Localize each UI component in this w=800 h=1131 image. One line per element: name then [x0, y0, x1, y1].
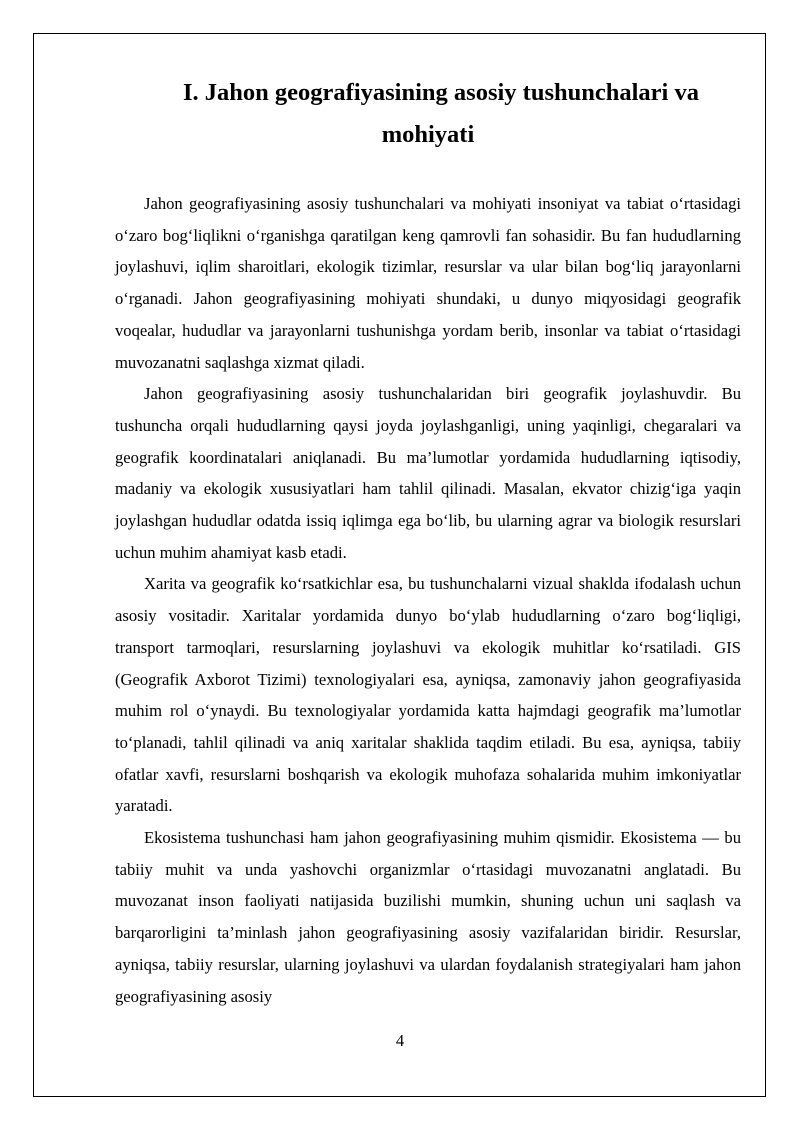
section-heading — [115, 72, 741, 156]
body-text — [115, 188, 741, 1012]
paragraph-4: Ekosistema tushunchasi ham jahon geografiyasining muhim qismidir. Ekosistema — bu tabiiy muhit va unda yashovchi organizmlar o‘rtasidagi muvozanatni anglatadi. Bu muvozanat inson faoliyati natijasida buzilishi mumkin, shuning uchun uni saqlash va barqarorligini ta’minlash jahon geografiyasining asosiy vazifalaridan biridir. Resurslar, ayniqsa, tabiiy resurslar, ularning joylashuvi va ulardan foydalanish strategiyalari ham jahon geografiyasining asosiy — [115, 828, 741, 1006]
heading-line-1: I. Jahon geografiyasining asosiy tushunchalari va — [183, 79, 699, 106]
paragraph-3: Xarita va geografik ko‘rsatkichlar esa, bu tushunchalarni vizual shaklda ifodalash uchun asosiy vositadir. Xaritalar yordamida dunyo bo‘ylab hududlarning o‘zaro bog‘liqligi, transport tarmoqlari, resurslarning joylashuvi va ekologik muhitlar ko‘rsatiladi. GIS (Geografik Axborot Tizimi) texnologiyalari esa, ayniqsa, zamonaviy jahon geografiyasida muhim rol o‘ynaydi. Bu texnologiyalar yordamida katta hajmdagi geografik ma’lumotlar to‘planadi, tahlil qilinadi va aniq xaritalar shaklida taqdim etiladi. Bu esa, ayniqsa, tabiiy ofatlar xavfi, resurslarni boshqarish va ekologik muhofaza sohalarida muhim imkoniyatlar yaratadi. — [115, 574, 741, 816]
paragraph-1: Jahon geografiyasining asosiy tushunchalari va mohiyati insoniyat va tabiat o‘rtasidagi o‘zaro bog‘liqlikni o‘rganishga qaratilgan keng qamrovli fan sohasidir. Bu fan hududlarning joylashuvi, iqlim sharoitlari, ekologik tizimlar, resurslar va ular bilan bog‘liq jarayonlarni o‘rganadi. Jahon geografiyasining mohiyati shundaki, u dunyo miqyosidagi geografik voqealar, hududlar va jarayonlarni tushunishga yordam berib, insonlar va tabiat o‘rtasidagi muvozanatni saqlashga xizmat qiladi. — [115, 194, 741, 372]
paragraph-2: Jahon geografiyasining asosiy tushunchalaridan biri geografik joylashuvdir. Bu tushuncha orqali hududlarning qaysi joyda joylashganligi, uning yaqinligi, chegaralari va geografik koordinatalari aniqlanadi. Bu ma’lumotlar yordamida hududlarning iqtisodiy, madaniy va ekologik xususiyatlari ham tahlil qilinadi. Masalan, ekvator chizig‘iga yaqin joylashgan hududlar odatda issiq iqlimga ega bo‘lib, bu ularning agrar va biologik resurslari uchun muhim ahamiyat kasb etadi. — [115, 384, 741, 562]
heading-line-2: mohiyati — [381, 121, 475, 148]
page-number: 4 — [395, 1031, 405, 1050]
